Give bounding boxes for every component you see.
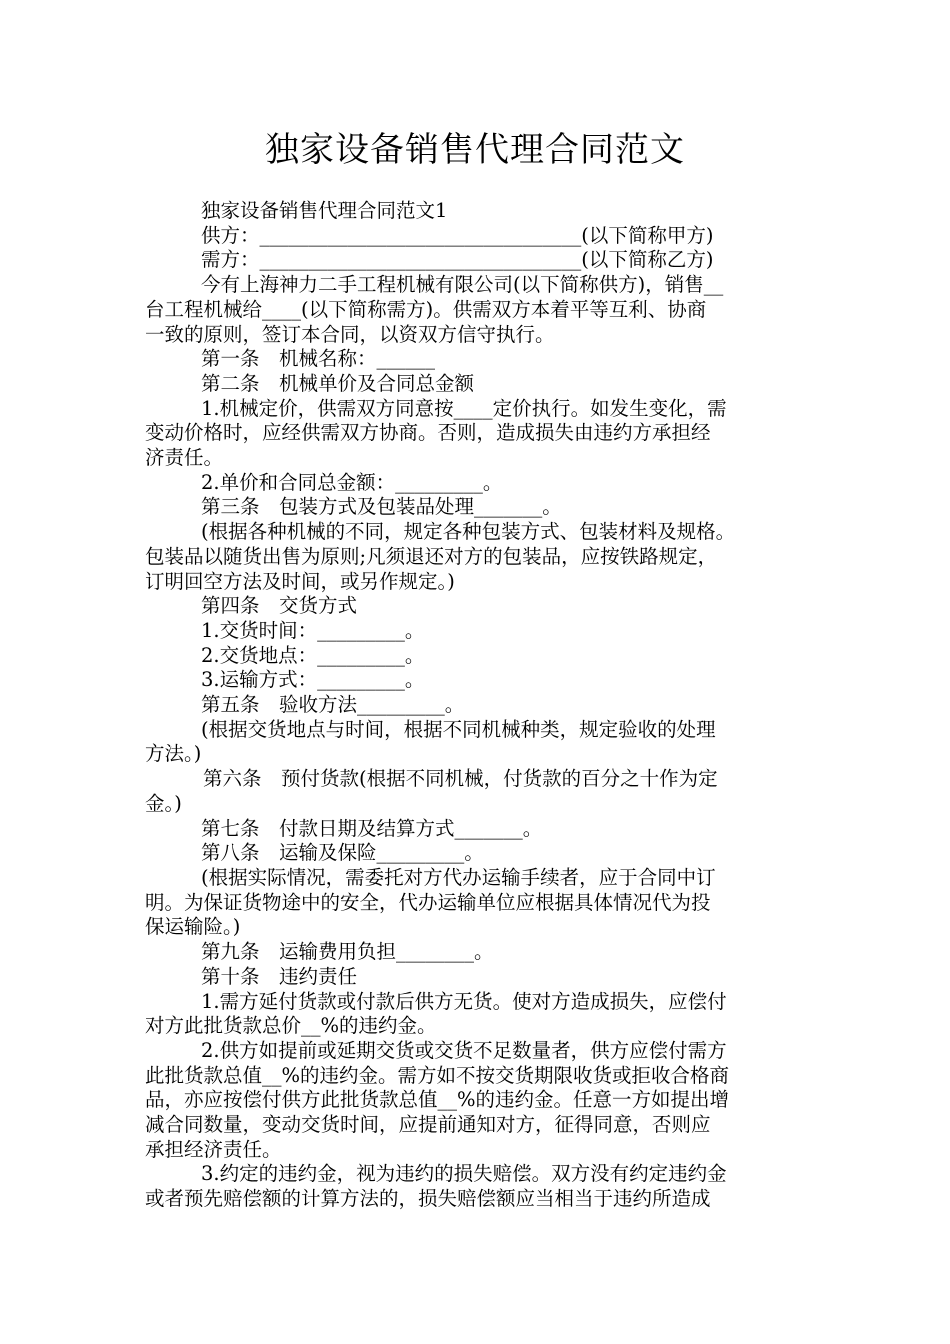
document-line: 1.交货时间：_________。 <box>201 618 425 642</box>
document-line: 订明回空方法及时间，或另作规定。) <box>145 569 455 593</box>
document-line: 第八条 运输及保险_________。 <box>201 841 484 865</box>
document-title: 独家设备销售代理合同范文 <box>265 130 685 170</box>
document-line: (根据交货地点与时间，根据不同机械种类，规定验收的处理 <box>201 717 716 741</box>
document-line: 第三条 包装方式及包装品处理_______。 <box>201 495 562 519</box>
document-line: 2.供方如提前或延期交货或交货不足数量者，供方应偿付需方 <box>201 1038 727 1062</box>
document-line: 独家设备销售代理合同范文1 <box>201 199 448 222</box>
document-body <box>145 199 815 1212</box>
document-line: 此批货款总值__%的违约金。需方如不按交货期限收货或拒收合格商 <box>145 1063 730 1087</box>
document-line: 对方此批货款总价__%的违约金。 <box>145 1014 437 1038</box>
document-line: 第六条 预付货款(根据不同机械，付货款的百分之十作为定 <box>203 767 718 791</box>
document-line: (根据各种机械的不同，规定各种包装方式、包装材料及规格。 <box>201 520 736 544</box>
document-line: 第九条 运输费用负担________。 <box>201 940 494 964</box>
document-line: 第四条 交货方式 <box>201 594 358 618</box>
document-line: 品，亦应按偿付供方此批货款总值__%的违约金。任意一方如提出增 <box>145 1088 730 1112</box>
document-line: 台工程机械给____(以下简称需方)。供需双方本着平等互利、协商 <box>145 297 707 321</box>
document-line: 需方：_________________________________(以下简称乙方) <box>201 248 714 272</box>
document-line: 第一条 机械名称：______ <box>201 347 436 371</box>
document-line: 第十条 违约责任 <box>201 964 358 988</box>
document-line: 包装品以随货出售为原则;凡须退还对方的包装品，应按铁路规定， <box>145 544 718 568</box>
document-line: 第七条 付款日期及结算方式_______。 <box>201 816 543 840</box>
document-line: 2.单价和合同总金额：_________。 <box>201 470 503 494</box>
document-line: 承担经济责任。 <box>145 1137 282 1161</box>
document-line: 变动价格时，应经供需双方协商。否则，造成损失由违约方承担经 <box>145 421 711 445</box>
document-line: 2.交货地点：_________。 <box>201 643 425 667</box>
document-line: 1.机械定价，供需双方同意按____定价执行。如发生变化，需 <box>201 396 727 420</box>
document-line: 3.约定的违约金，视为违约的损失赔偿。双方没有约定违约金 <box>201 1162 727 1186</box>
document-line: 或者预先赔偿额的计算方法的，损失赔偿额应当相当于违约所造成 <box>145 1187 711 1211</box>
document-line: 3.运输方式：_________。 <box>201 668 425 692</box>
document-line: 第二条 机械单价及合同总金额 <box>201 371 475 395</box>
document-line: 减合同数量，变动交货时间，应提前通知对方，征得同意，否则应 <box>145 1113 711 1137</box>
document-line: 今有上海神力二手工程机械有限公司(以下简称供方)，销售__ <box>201 273 724 297</box>
document-line: 保运输险。) <box>145 915 241 939</box>
document-line: 1.需方延付货款或付款后供方无货。使对方造成损失，应偿付 <box>201 989 727 1013</box>
document-line: 明。为保证货物途中的安全，代办运输单位应根据具体情况代为投 <box>145 890 711 914</box>
document-line: 第五条 验收方法_________。 <box>201 693 465 717</box>
document-line: 济责任。 <box>145 446 224 470</box>
document-line: 供方：_________________________________(以下简称甲方) <box>201 223 714 247</box>
document-line: 方法。) <box>145 742 202 766</box>
document-line: 金。) <box>145 791 182 815</box>
document-line: 一致的原则，签订本合同，以资双方信守执行。 <box>145 322 555 346</box>
document-line: (根据实际情况，需委托对方代办运输手续者，应于合同中订 <box>201 865 716 889</box>
